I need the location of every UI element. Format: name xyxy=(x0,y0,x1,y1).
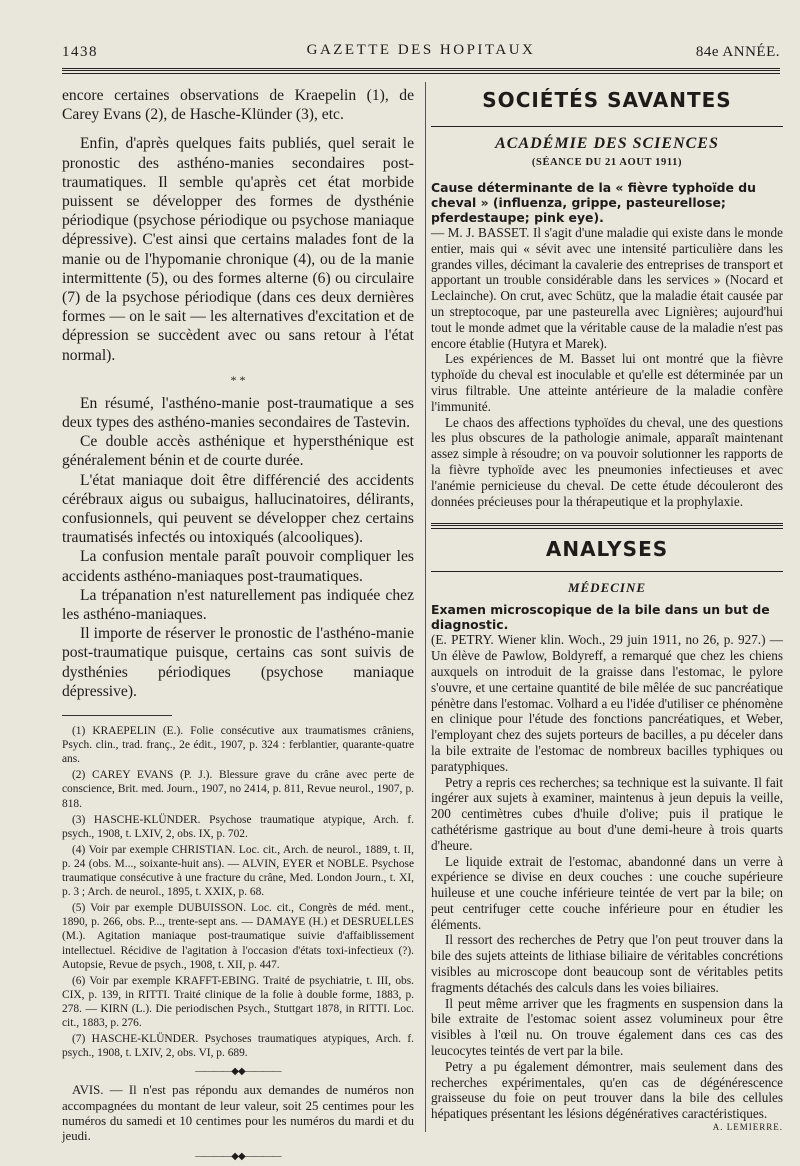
section-title-analyses: ANALYSES xyxy=(431,537,783,572)
paragraph: Petry a repris ces recherches; sa technique est la suivante. Il fait ingérer aux sujets à examiner, maintenus à jeun depuis la veille, 200 centimètres cubes d'huile d'olive; puis il pratique le cathétérisme gastrique au bout d'une demi-heure à trois quarts d'heure. xyxy=(431,774,783,853)
notice-avis: AVIS. — Il n'est pas répondu aux demandes de numéros non accompagnées du montant de leur valeur, soit 25 centimes pour les numéros du samedi et 10 centimes pour les numéros du mardi et du jeudi. xyxy=(62,1083,414,1144)
paragraph: En résumé, l'asthéno-manie post-traumatique a ses deux types des asthéno-manies secondaires de Tastevin. xyxy=(62,394,414,432)
footnote: (1) KRAEPELIN (E.). Folie consécutive aux traumatismes crâniens, Psych. clin., trad. franç., 2e édit., 1907, p. 324 : ferblantier, quarante-quatre ans. xyxy=(62,725,414,766)
article-heading: Cause déterminante de la « fièvre typhoïde du cheval » (influenza, grippe, pasteurellose; pferdestaupe; pink eye). xyxy=(431,180,756,225)
paragraph: La trépanation n'est naturellement pas indiquée chez les asthéno-maniaques. xyxy=(62,586,414,624)
separator-ornament: ————◆◆———— xyxy=(195,1066,281,1078)
paragraph: L'état maniaque doit être différencié des accidents cérébraux aigus ou subaigus, hallucinatoires, délirants, confusionnels, qui peuvent se développer chez certains traumatisés infectés ou intoxiqués (alcooliques). xyxy=(62,471,414,547)
footnote: (7) HASCHE-KLÜNDER. Psychoses traumatiques atypiques, Arch. f. psych., 1908, t. LXIV, 2, obs. VI, p. 689. xyxy=(62,1033,414,1060)
paragraph: — M. J. BASSET. Il s'agit d'une maladie qui existe dans le monde entier, mais qui « sévit avec une intensité particulière dans les grandes villes, décimant la cavalerie des entreprises de transport et apportant un trouble considérable dans les services » (Nocard et Leclainche). On crut, avec Schütz, que la maladie était causée par un streptocoque, par une pasteurella avec Lignières; aujourd'hui tout le monde admet que la véritable cause de la maladie n'est pas encore établie (Hutyra et Marek). xyxy=(431,225,783,351)
paragraph: Il peut même arriver que les fragments en suspension dans la bile extraite de l'estomac soient assez volumineux pour être visibles à l'œil nu. On trouve également dans ces cas des leucocytes teintés de vert par la bile. xyxy=(431,995,783,1059)
section-rule xyxy=(431,523,783,529)
footnote-separator xyxy=(62,715,172,716)
paragraph: Enfin, d'après quelques faits publiés, quel serait le pronostic des asthéno-manies secondaires post-traumatiques. Il semble qu'après cet état morbide puissent se développer des formes de dysthénie périodique (psychose périodique ou psychose maniaque dépressive). C'est ainsi que certains malades font de la manie ou de l'hypomanie chronique (4), ou de la manie intermittente (5), ou des formes alterne (6) ou circulaire (7) de la psychose périodique (dans ces deux dernières formes — on le sait — les alternatives d'excitation et de dépression se succèdent avec ou sans retour à l'état normal). xyxy=(62,135,414,364)
academie-title: ACADÉMIE DES SCIENCES xyxy=(495,135,719,152)
page-number: 1438 xyxy=(62,44,98,60)
footnote: (6) Voir par exemple KRAFFT-EBING. Traité de psychiatrie, t. III, obs. CIX, p. 139, in RITTI. Traité clinique de la folie à double forme, 1883, p. 278. — KIRN (L.). Die periodischen Psych., Stuttgart 1878, in RITTI. Loc. cit., 1883, p. 276. xyxy=(62,974,414,1029)
paragraph: Ce double accès asthénique et hypersthénique est généralement bénin et de courte durée. xyxy=(62,433,414,470)
article-heading: Examen microscopique de la bile dans un but de diagnostic. xyxy=(431,602,770,633)
paragraph: Petry a pu également démontrer, mais seulement dans des recherches expérimentales, qu'en cas de dégénérescence graisseuse du foie on peut trouver dans la bile des cellules hépatiques présentant les lésions dégénératives caractéristiques. xyxy=(431,1058,783,1122)
medecine-title: MÉDECINE xyxy=(567,580,647,596)
footnote: (2) CAREY EVANS (P. J.). Blessure grave du crâne avec perte de conscience, Brit. med. Journ., 1907, no 2414, p. 811, Revue neurol., 1907, p. 818. xyxy=(62,769,414,810)
paragraph: encore certaines observations de Kraepelin (1), de Carey Evans (2), de Hasche-Klünder (3), etc. xyxy=(62,87,414,124)
paragraph: Il importe de réserver le pronostic de l'asthéno-manie post-traumatique puisque, certains cas sont suivis de dysthénies périodiques (psychose maniaque dépressive). xyxy=(62,625,414,700)
ornament: * * xyxy=(230,372,246,387)
section-title-societes: SOCIÉTÉS SAVANTES xyxy=(431,88,783,127)
seance-date: (SÉANCE DU 21 AOUT 1911) xyxy=(531,157,683,168)
paragraph: La confusion mentale paraît pouvoir compliquer les accidents asthéno-maniaques post-traumatiques. xyxy=(62,548,414,585)
separator-ornament: ————◆◆———— xyxy=(195,1150,281,1162)
footnote: (4) Voir par exemple CHRISTIAN. Loc. cit., Arch. de neurol., 1889, t. II, p. 24 (obs. M..., soixante-huit ans). — ALVIN, EYER et NOBLE. Psychose traumatique consécutive à une fracture du crâne, Med. London Journ., t. XI, p. 3 ; Arch. de neurol., 1895, t. XXIX, p. 68. xyxy=(62,843,414,899)
year-label: 84e ANNÉE. xyxy=(695,44,780,60)
page-header xyxy=(62,40,780,64)
paragraph: Le chaos des affections typhoïdes du cheval, une des questions les plus obscures de la pathologie animale, apparaît maintenant assez simple à résoudre; on va pouvoir solutionner les rapports de la fièvre typhoïde avec les pneumonies infectieuses et avec l'anémie pernicieuse du cheval. De cette étude découleront des données précieuses pour la thérapeutique et la prophylaxie. xyxy=(431,414,783,509)
right-column xyxy=(425,82,783,1132)
footnote: (3) HASCHE-KLÜNDER. Psychose traumatique atypique, Arch. f. psych., 1908, t. LXIV, 2, obs. IX, p. 702. xyxy=(62,813,414,840)
footnote: (5) Voir par exemple DUBUISSON. Loc. cit., Congrès de méd. ment., 1890, p. 266, obs. P..., trente-sept ans. — DAMAYE (H.) et DESRUELLES (M.). Agitation maniaque post-traumatique suivie d'affaiblissement intellectuel. Récidive de l'agitation à l'occasion d'états toxi-infectieux (?). Autopsie, Revue de psych., 1908, t. XII, p. 447. xyxy=(62,902,414,971)
journal-title: GAZETTE DES HOPITAUX xyxy=(306,42,536,58)
paragraph: (E. PETRY. Wiener klin. Woch., 29 juin 1911, no 26, p. 927.) — Un élève de Pawlow, Boldyreff, a remarqué que chez les chiens auxquels on introduit de la graisse dans l'estomac, le pylore s'ouvre, et une certaine quantité de bile mêlée de suc pancréatique pénètre dans l'estomac. Volhard a eu l'idée d'utiliser ce phénomène en clinique pour l'étude des fonctions pancréatiques, et Weber, l'employant chez des sujets porteurs de bacilles, a pu déceler dans la bile extraite de l'estomac de nombreux bacilles typhiques ou paratyphiques. xyxy=(431,632,783,774)
header-rule xyxy=(62,68,780,74)
paragraph: Le liquide extrait de l'estomac, abandonné dans un verre à expérience se divise en deux couches : une couche supérieure huileuse et une couche inférieure teintée de vert par la bile; on peut centrifuger cette couche inférieure pour en étudier les éléments. xyxy=(431,853,783,932)
author-signature: A. LEMIERRE. xyxy=(712,1122,783,1133)
paragraph: Il ressort des recherches de Petry que l'on peut trouver dans la bile des sujets atteints de lithiase biliaire de véritables concrétions visibles au microscope dont beaucoup sont de véritables petits fragments détachés des calculs dans les voies biliaires. xyxy=(431,932,783,995)
paragraph: Les expériences de M. Basset lui ont montré que la fièvre typhoïde du cheval est inoculable et qu'elle est déterminée par un virus filtrable. Une atteinte antérieure de la maladie confère l'immunité. xyxy=(431,351,783,414)
left-column xyxy=(62,82,414,1166)
